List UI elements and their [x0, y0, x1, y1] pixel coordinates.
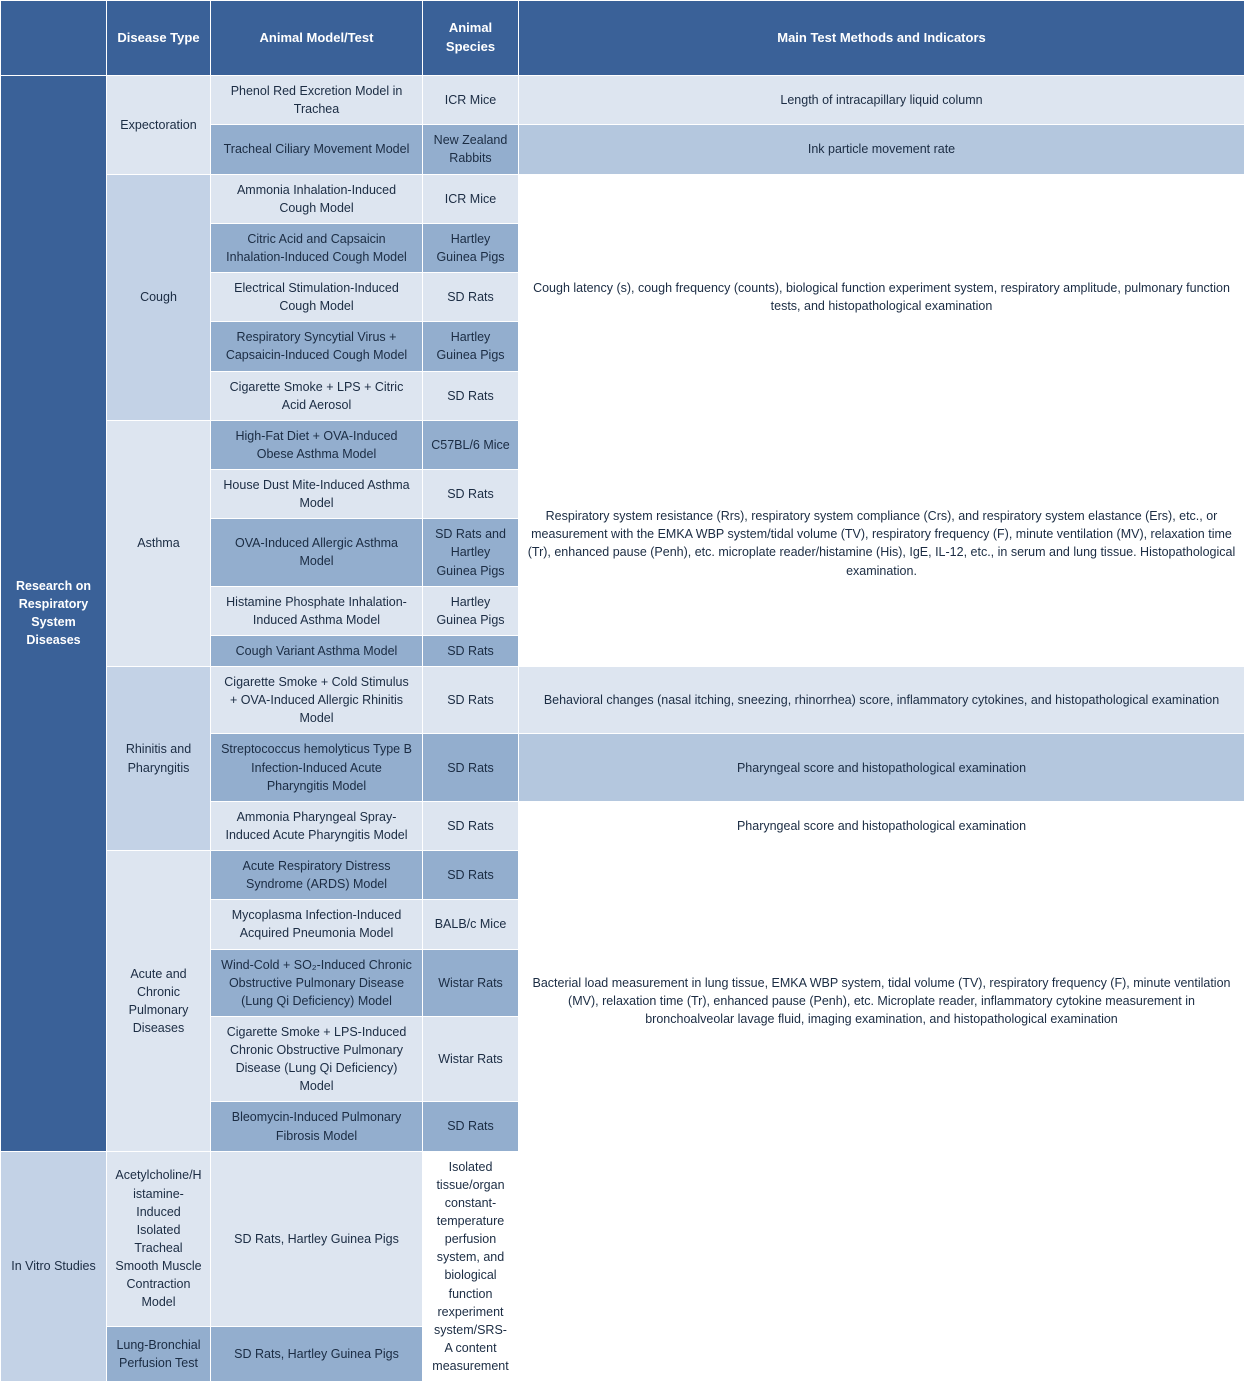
animal-model-cell: Electrical Stimulation-Induced Cough Model: [211, 273, 423, 322]
animal-model-cell: Ammonia Pharyngeal Spray-Induced Acute Pharyngitis Model: [211, 801, 423, 850]
animal-species-cell: Wistar Rats: [423, 1016, 519, 1102]
disease-type-cell: Cough: [107, 174, 211, 420]
animal-species-cell: SD Rats: [423, 851, 519, 900]
animal-species-cell: SD Rats and Hartley Guinea Pigs: [423, 519, 519, 586]
table-row: [1, 851, 1245, 900]
animal-species-cell: SD Rats: [423, 635, 519, 666]
animal-species-cell: SD Rats: [423, 667, 519, 734]
animal-model-cell: Tracheal Ciliary Movement Model: [211, 125, 423, 174]
disease-type-cell: In Vitro Studies: [1, 1151, 107, 1382]
animal-species-cell: SD Rats: [423, 1102, 519, 1151]
table-body: [1, 76, 1245, 1382]
method-cell: Length of intracapillary liquid column: [519, 76, 1245, 125]
method-cell: Ink particle movement rate: [519, 125, 1245, 174]
animal-species-cell: Hartley Guinea Pigs: [423, 586, 519, 635]
table-row: [1, 174, 1245, 223]
animal-model-cell: Bleomycin-Induced Pulmonary Fibrosis Model: [211, 1102, 423, 1151]
animal-model-cell: Cigarette Smoke + LPS + Citric Acid Aerosol: [211, 371, 423, 420]
table-row: [1, 1151, 1245, 1327]
animal-species-cell: SD Rats, Hartley Guinea Pigs: [211, 1151, 423, 1327]
method-cell: Respiratory system resistance (Rrs), respiratory system compliance (Crs), and respiratory system elastance (Ers), etc., or measurement with the EMKA WBP system/tidal volume (TV), respiratory frequency (F), minute ventilation (MV), relaxation time (Tr), enhanced pause (Penh), etc. microplate reader/histamine (His), IgE, IL-12, etc., in serum and lung tissue. Histopathological examination.: [519, 420, 1245, 666]
table-row: [1, 667, 1245, 734]
table-row: [1, 76, 1245, 125]
animal-species-cell: Hartley Guinea Pigs: [423, 223, 519, 272]
header-animal-model: Animal Model/Test: [211, 1, 423, 76]
animal-species-cell: Wistar Rats: [423, 949, 519, 1016]
table-row: [1, 420, 1245, 469]
animal-model-cell: Lung-Bronchial Perfusion Test: [107, 1327, 211, 1382]
method-cell: Pharyngeal score and histopathological examination: [519, 734, 1245, 801]
method-cell: Cough latency (s), cough frequency (counts), biological function experiment system, respiratory amplitude, pulmonary function tests, and histopathological examination: [519, 174, 1245, 420]
animal-species-cell: SD Rats: [423, 801, 519, 850]
disease-type-cell: Rhinitis and Pharyngitis: [107, 667, 211, 851]
animal-model-cell: Histamine Phosphate Inhalation-Induced Asthma Model: [211, 586, 423, 635]
animal-model-cell: High-Fat Diet + OVA-Induced Obese Asthma Model: [211, 420, 423, 469]
animal-species-cell: C57BL/6 Mice: [423, 420, 519, 469]
table-row: [1, 1327, 1245, 1382]
animal-species-cell: SD Rats: [423, 273, 519, 322]
animal-species-cell: ICR Mice: [423, 76, 519, 125]
method-cell: Bacterial load measurement in lung tissue, EMKA WBP system, tidal volume (TV), respiratory frequency (F), minute ventilation (MV), relaxation time (Tr), enhanced pause (Penh), etc. Microplate reader, inflammatory cytokine measurement in bronchoalveolar lavage fluid, imaging examination, and histopathological examination: [519, 851, 1245, 1152]
animal-model-cell: Respiratory Syncytial Virus + Capsaicin-Induced Cough Model: [211, 322, 423, 371]
method-cell: Behavioral changes (nasal itching, sneezing, rhinorrhea) score, inflammatory cytokines, and histopathological examination: [519, 667, 1245, 734]
method-cell: Pharyngeal score and histopathological examination: [519, 801, 1245, 850]
animal-model-cell: Citric Acid and Capsaicin Inhalation-Induced Cough Model: [211, 223, 423, 272]
animal-model-cell: Ammonia Inhalation-Induced Cough Model: [211, 174, 423, 223]
header-disease-type: Disease Type: [107, 1, 211, 76]
root-category-cell: Research on Respiratory System Diseases: [1, 76, 107, 1152]
animal-model-cell: Wind-Cold + SO₂-Induced Chronic Obstructive Pulmonary Disease (Lung Qi Deficiency) Model: [211, 949, 423, 1016]
animal-species-cell: BALB/c Mice: [423, 900, 519, 949]
header-root-blank: [1, 1, 107, 76]
animal-model-cell: OVA-Induced Allergic Asthma Model: [211, 519, 423, 586]
animal-species-cell: Hartley Guinea Pigs: [423, 322, 519, 371]
animal-model-cell: Acetylcholine/Histamine-Induced Isolated Tracheal Smooth Muscle Contraction Model: [107, 1151, 211, 1327]
header-main-methods: Main Test Methods and Indicators: [519, 1, 1245, 76]
animal-model-cell: Cigarette Smoke + Cold Stimulus + OVA-Induced Allergic Rhinitis Model: [211, 667, 423, 734]
animal-species-cell: SD Rats: [423, 371, 519, 420]
disease-type-cell: Expectoration: [107, 76, 211, 175]
animal-model-cell: Acute Respiratory Distress Syndrome (ARDS) Model: [211, 851, 423, 900]
header-animal-species: Animal Species: [423, 1, 519, 76]
animal-species-cell: SD Rats, Hartley Guinea Pigs: [211, 1327, 423, 1382]
animal-species-cell: ICR Mice: [423, 174, 519, 223]
table-header: [1, 1, 1245, 76]
animal-species-cell: SD Rats: [423, 470, 519, 519]
animal-model-cell: Streptococcus hemolyticus Type B Infection-Induced Acute Pharyngitis Model: [211, 734, 423, 801]
animal-model-cell: Cough Variant Asthma Model: [211, 635, 423, 666]
animal-species-cell: New Zealand Rabbits: [423, 125, 519, 174]
animal-model-cell: Phenol Red Excretion Model in Trachea: [211, 76, 423, 125]
disease-type-cell: Acute and Chronic Pulmonary Diseases: [107, 851, 211, 1152]
method-cell: Isolated tissue/organ constant-temperature perfusion system, and biological function rexperiment system/SRS-A content measurement: [423, 1151, 519, 1382]
disease-type-cell: Asthma: [107, 420, 211, 666]
animal-species-cell: SD Rats: [423, 734, 519, 801]
animal-model-cell: Mycoplasma Infection-Induced Acquired Pneumonia Model: [211, 900, 423, 949]
animal-model-cell: House Dust Mite-Induced Asthma Model: [211, 470, 423, 519]
animal-model-cell: Cigarette Smoke + LPS-Induced Chronic Obstructive Pulmonary Disease (Lung Qi Deficiency) Model: [211, 1016, 423, 1102]
